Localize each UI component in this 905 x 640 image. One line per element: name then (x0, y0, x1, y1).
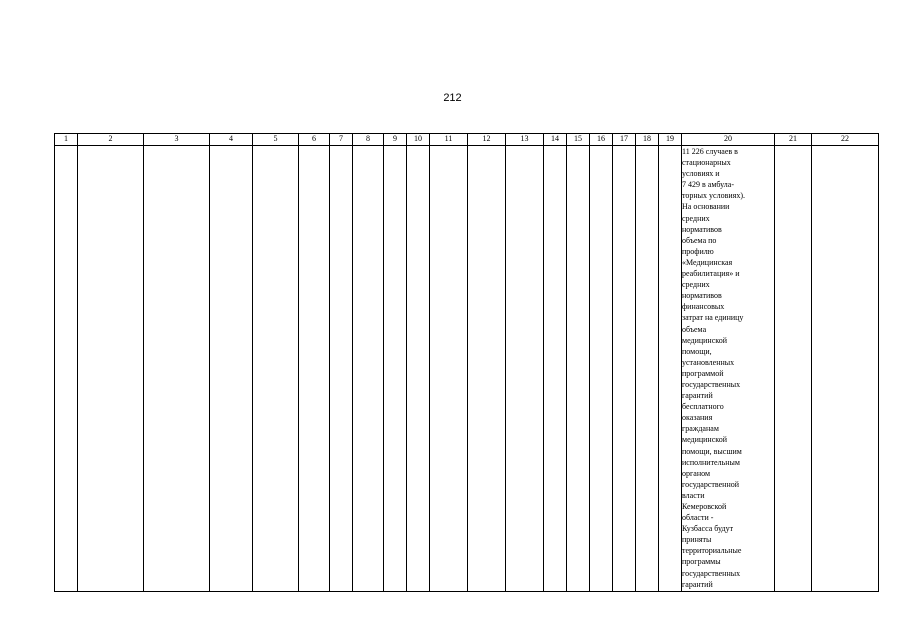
column-header-13: 13 (506, 134, 544, 146)
cell-text-line: государственных (682, 379, 741, 389)
column-header-17: 17 (613, 134, 636, 146)
table-cell (407, 146, 430, 592)
column-header-6: 6 (299, 134, 330, 146)
table-cell (299, 146, 330, 592)
cell-text-line: программой (682, 368, 724, 378)
cell-text-line: государственных (682, 568, 741, 578)
cell-text-line: Кузбасса будут (682, 524, 734, 534)
table-cell (144, 146, 210, 592)
cell-text-line: власти (682, 490, 705, 500)
table-cell (55, 146, 78, 592)
table-cell (468, 146, 506, 592)
cell-text-line: объема (682, 324, 707, 334)
cell-text-line: медицинской (682, 435, 728, 445)
table-cell (353, 146, 384, 592)
cell-text-line: помощи, (682, 346, 712, 356)
cell-text-line: средних (682, 280, 710, 290)
table-cell (384, 146, 407, 592)
cell-text-line: государственной (682, 479, 740, 489)
table-cell (775, 146, 812, 592)
table-cell (210, 146, 253, 592)
cell-text-line: бесплатного (682, 402, 724, 412)
cell-text-line: программы (682, 557, 721, 567)
header-row (55, 134, 879, 146)
cell-text-line: На основании (682, 202, 730, 212)
cell-text-line: органом (682, 468, 711, 478)
table-row (55, 146, 879, 592)
table-cell (636, 146, 659, 592)
column-header-19: 19 (659, 134, 682, 146)
cell-text-line: установленных (682, 357, 735, 367)
column-header-12: 12 (468, 134, 506, 146)
column-header-5: 5 (253, 134, 299, 146)
column-header-10: 10 (407, 134, 430, 146)
cell-text-line: стационарных (682, 158, 731, 168)
table-cell (544, 146, 567, 592)
column-header-15: 15 (567, 134, 590, 146)
column-header-18: 18 (636, 134, 659, 146)
cell-text-line: условиях и (682, 169, 720, 179)
cell-text-line: гарантий (682, 391, 713, 401)
column-header-22: 22 (812, 134, 879, 146)
cell-text-line: исполнительным (682, 457, 740, 467)
table-cell (253, 146, 299, 592)
cell-text-line: «Медицинская (682, 257, 733, 267)
column-header-8: 8 (353, 134, 384, 146)
column-header-1: 1 (55, 134, 78, 146)
cell-text-line: профилю (682, 246, 714, 256)
cell-text-line: 11 226 случаев в (682, 147, 738, 156)
table-cell (659, 146, 682, 592)
table-cell (613, 146, 636, 592)
cell-text-line: гражданам (682, 424, 719, 434)
table-cell (78, 146, 144, 592)
cell-text-line: нормативов (682, 224, 722, 234)
column-header-21: 21 (775, 134, 812, 146)
cell-text-line: финансовых (682, 302, 725, 312)
table-cell (812, 146, 879, 592)
table-cell (567, 146, 590, 592)
column-header-3: 3 (144, 134, 210, 146)
column-header-16: 16 (590, 134, 613, 146)
column-header-11: 11 (430, 134, 468, 146)
column-header-9: 9 (384, 134, 407, 146)
table-cell (506, 146, 544, 592)
cell-text-line: территориальные (682, 546, 742, 556)
table-cell (590, 146, 613, 592)
table-cell (430, 146, 468, 592)
cell-text-line: области - (682, 513, 714, 523)
cell-text-line: 7 429 в амбула- (682, 180, 735, 190)
cell-text-line: нормативов (682, 291, 722, 301)
cell-text-line: гарантий (682, 579, 713, 589)
column-header-20: 20 (682, 134, 775, 146)
column-header-2: 2 (78, 134, 144, 146)
column-header-4: 4 (210, 134, 253, 146)
page-number: 212 (443, 92, 462, 104)
table-cell (330, 146, 353, 592)
cell-text-line: помощи, высшим (682, 446, 742, 456)
cell-text-line: затрат на единицу (682, 313, 744, 323)
cell-text-line: реабилитация» и (682, 269, 740, 279)
cell-text-line: средних (682, 213, 710, 223)
cell-text-line: медицинской (682, 335, 728, 345)
cell-text-line: торных условиях). (682, 191, 745, 201)
cell-text-line: оказания (682, 413, 713, 423)
cell-text-line: объема по (682, 235, 717, 245)
column-header-14: 14 (544, 134, 567, 146)
column-header-7: 7 (330, 134, 353, 146)
data-table (54, 133, 879, 592)
table-cell-column-20 (682, 146, 775, 592)
cell-text-line: приняты (682, 535, 712, 545)
cell-text-line: Кемеровской (682, 502, 727, 511)
